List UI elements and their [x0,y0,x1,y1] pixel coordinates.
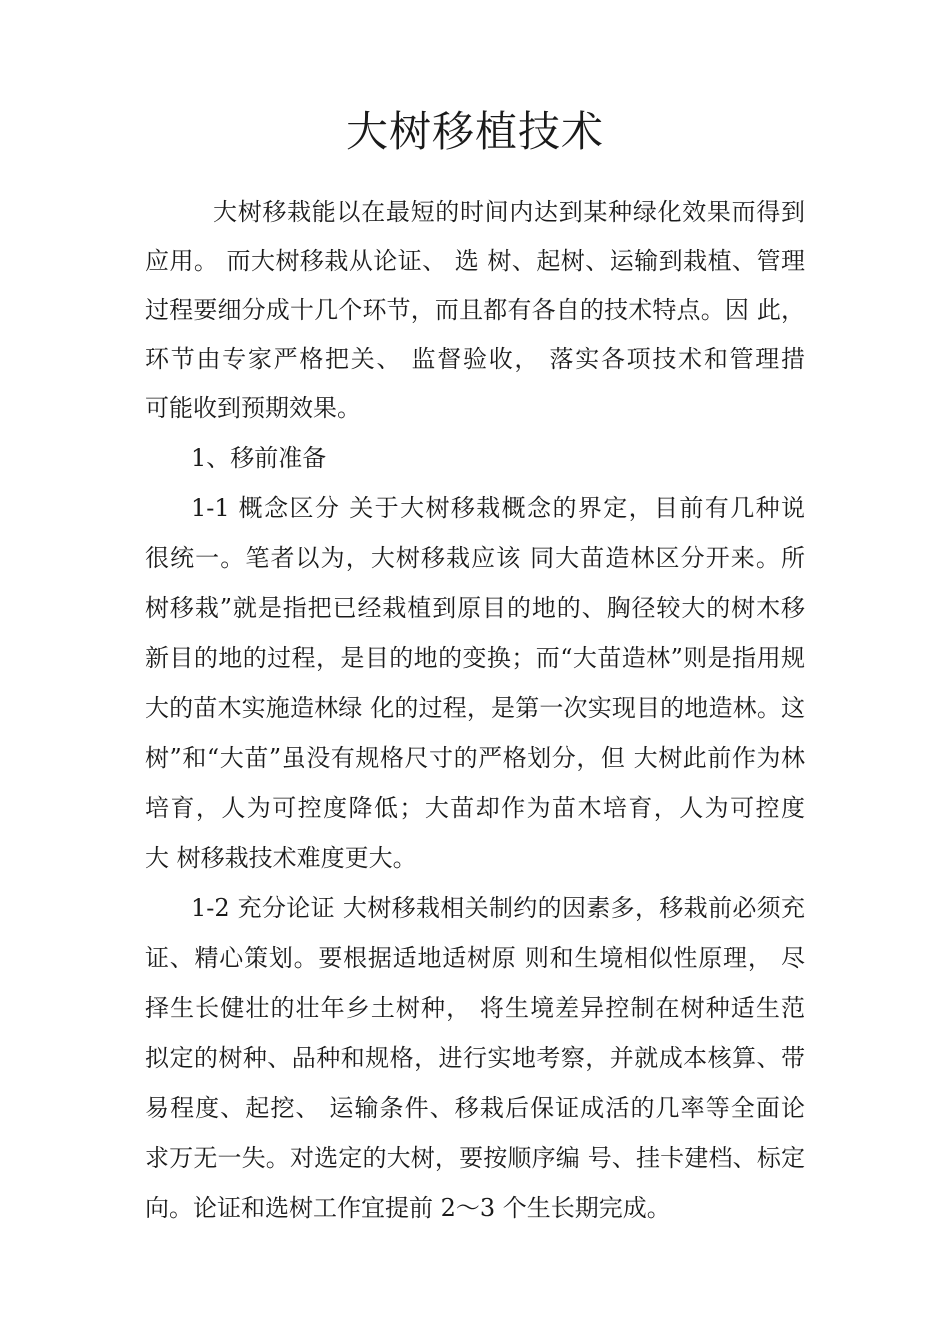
paragraph-line: 树移栽”就是指把已经栽植到原目的地的、胸径较大的树木移 [145,594,805,622]
paragraph-line: 培育，人为可控度降低；大苗却作为苗木培育，人为可控度 [145,794,805,822]
paragraph-line: 大的苗木实施造林绿 化的过程，是第一次实现目的地造林。这 [145,694,805,722]
paragraph-line: 大 树移栽技术难度更大。 [145,844,417,872]
paragraph-line: 应用。 而大树移栽从论证、 选 树、起树、运输到栽植、管理 [145,247,805,275]
paragraph-line: 择生长健壮的壮年乡土树种， 将生境差异控制在树种适生范 [145,994,805,1022]
paragraph-line: 过程要细分成十几个环节，而且都有各自的技术特点。因 此， [145,296,805,324]
paragraph-line: 树”和“大苗”虽没有规格尺寸的严格划分，但 大树此前作为林 [145,744,805,772]
paragraph-line: 证、精心策划。要根据适地适树原 则和生境相似性原理， 尽 [145,944,805,972]
paragraph-line: 向。论证和选树工作宜提前 2～3 个生长期完成。 [145,1194,671,1222]
paragraph-line: 大树移栽能以在最短的时间内达到某种绿化效果而得到 [213,198,805,226]
paragraph-line: 新目的地的过程，是目的地的变换；而“大苗造林”则是指用规 [145,644,805,672]
section-heading: 1、移前准备 [191,444,327,472]
paragraph-line: 1-1 概念区分 关于大树移栽概念的界定，目前有几种说 [191,494,805,522]
paragraph-line: 环节由专家严格把关、 监督验收， 落实各项技术和管理措 [145,345,805,373]
paragraph-line: 易程度、起挖、 运输条件、移栽后保证成活的几率等全面论 [145,1094,805,1122]
paragraph-line: 拟定的树种、品种和规格，进行实地考察，并就成本核算、带 [145,1044,805,1072]
paragraph-line: 求万无一失。对选定的大树，要按顺序编 号、挂卡建档、标定 [145,1144,805,1172]
document-title: 大树移植技术 [345,107,604,156]
paragraph-line: 很统一。笔者以为，大树移栽应该 同大苗造林区分开来。所 [145,544,805,572]
paragraph-line: 1-2 充分论证 大树移栽相关制约的因素多，移栽前必须充 [191,894,805,922]
paragraph-line: 可能收到预期效果。 [145,394,361,422]
